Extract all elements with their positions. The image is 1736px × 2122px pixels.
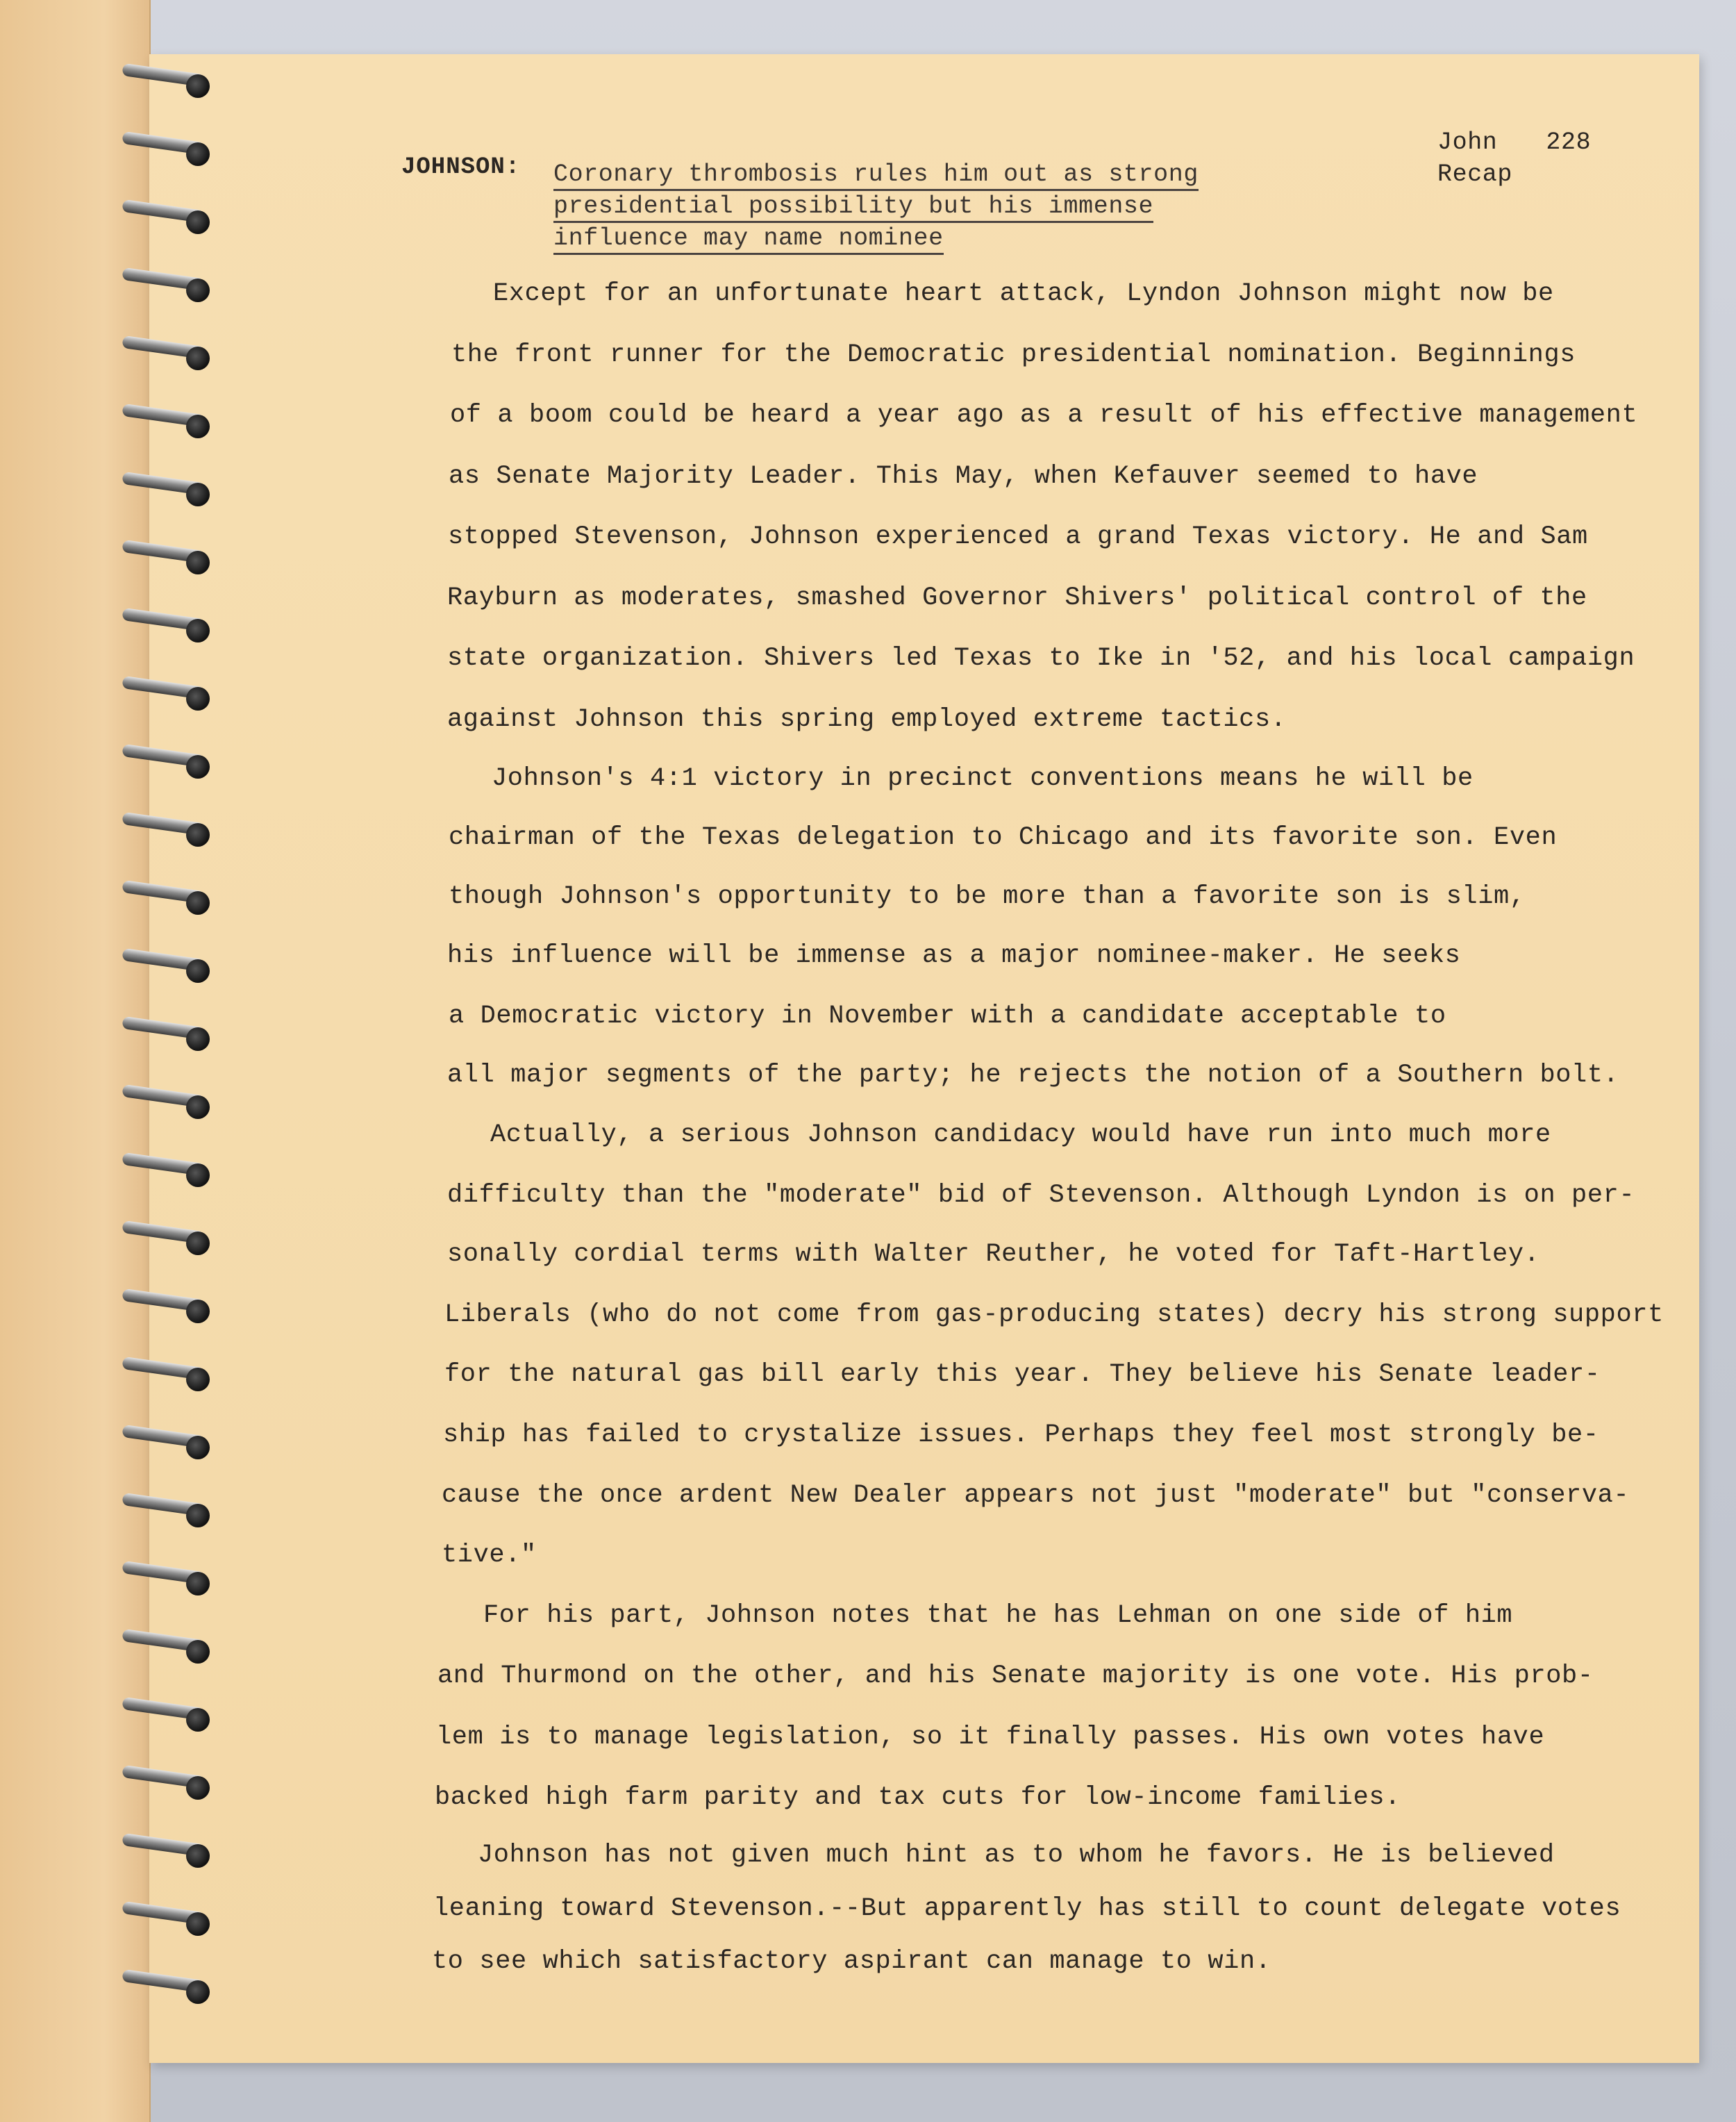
spiral-coil xyxy=(117,1080,221,1122)
spiral-coil xyxy=(117,399,221,441)
text-line: and Thurmond on the other, and his Senate majority is one vote. His prob- xyxy=(437,1661,1594,1691)
text-line: cause the once ardent New Dealer appears not just "moderate" but "conserva- xyxy=(442,1481,1630,1510)
spiral-coil xyxy=(117,1012,221,1054)
text-line: chairman of the Texas delegation to Chicago and its favorite son. Even xyxy=(449,823,1558,852)
spiral-coil xyxy=(117,536,221,577)
spiral-coil xyxy=(117,1625,221,1666)
spiral-coil xyxy=(117,127,221,169)
text-line: a Democratic victory in November with a candidate acceptable to xyxy=(449,1002,1446,1031)
spiral-coil xyxy=(117,331,221,373)
text-line: all major segments of the party; he rejects the notion of a Southern bolt. xyxy=(447,1061,1619,1090)
spiral-coil xyxy=(117,1829,221,1871)
spiral-coil xyxy=(117,808,221,849)
text-line: though Johnson's opportunity to be more than a favorite son is slim, xyxy=(449,882,1526,911)
speaker-label: JOHNSON: xyxy=(401,154,521,181)
text-line: as Senate Majority Leader. This May, when Kefauver seemed to have xyxy=(449,462,1478,491)
text-line: stopped Stevenson, Johnson experienced a grand Texas victory. He and Sam xyxy=(448,522,1588,552)
text-line: sonally cordial terms with Walter Reuther, he voted for Taft-Hartley. xyxy=(447,1240,1540,1269)
section-subtitle: Recap xyxy=(1437,160,1513,188)
text-line: ship has failed to crystalize issues. Perhaps they feel most strongly be- xyxy=(443,1420,1599,1450)
text-line: backed high farm parity and tax cuts for low-income families. xyxy=(435,1783,1401,1812)
text-line: of a boom could be heard a year ago as a result of his effective management xyxy=(450,401,1638,430)
spiral-coil xyxy=(117,604,221,645)
spiral-coil xyxy=(117,59,221,101)
spiral-coil xyxy=(117,1693,221,1734)
text-line: against Johnson this spring employed extreme tactics. xyxy=(447,705,1287,734)
page-number: 228 xyxy=(1546,129,1592,156)
spiral-coil xyxy=(117,1965,221,2007)
section-name: John xyxy=(1437,129,1498,156)
text-line: tive." xyxy=(442,1541,537,1570)
text-line: to see which satisfactory aspirant can manage to win. xyxy=(432,1947,1271,1976)
page-identifier xyxy=(1437,126,1591,190)
spiral-coil xyxy=(117,1897,221,1939)
spiral-coil xyxy=(117,1420,221,1462)
text-line: Actually, a serious Johnson candidacy would have run into much more xyxy=(490,1120,1551,1150)
spiral-coil xyxy=(117,740,221,781)
text-line: Johnson has not given much hint as to whom he favors. He is believed xyxy=(478,1841,1555,1870)
spiral-coil xyxy=(117,1557,221,1598)
underlined-headline xyxy=(553,160,1234,256)
text-line: Johnson's 4:1 victory in precinct conventions means he will be xyxy=(492,764,1474,793)
spiral-coil xyxy=(117,672,221,713)
spiral-coil xyxy=(117,1761,221,1802)
text-line: difficulty than the "moderate" bid of Stevenson. Although Lyndon is on per- xyxy=(447,1181,1635,1210)
spiral-coil xyxy=(117,1489,221,1530)
spiral-coil xyxy=(117,467,221,509)
spiral-coil xyxy=(117,1216,221,1258)
spiral-coil xyxy=(117,1352,221,1394)
text-line: his influence will be immense as a major nominee-maker. He seeks xyxy=(447,941,1461,970)
spiral-coil xyxy=(117,195,221,237)
spiral-coil xyxy=(117,944,221,986)
text-line: Liberals (who do not come from gas-producing states) decry his strong support xyxy=(444,1300,1664,1329)
text-line: leaning toward Stevenson.--But apparently has still to count delegate votes xyxy=(433,1894,1621,1923)
spiral-binding xyxy=(117,59,221,2046)
text-line: state organization. Shivers led Texas to Ike in '52, and his local campaign xyxy=(447,644,1635,673)
headline-line: presidential possibility but his immense xyxy=(553,192,1153,223)
spiral-coil xyxy=(117,1284,221,1326)
text-line: Except for an unfortunate heart attack, Lyndon Johnson might now be xyxy=(493,279,1554,308)
spiral-coil xyxy=(117,876,221,918)
text-line: lem is to manage legislation, so it finally passes. His own votes have xyxy=(436,1723,1545,1752)
headline-line: influence may name nominee xyxy=(553,224,944,255)
text-line: For his part, Johnson notes that he has Lehman on one side of him xyxy=(483,1601,1513,1630)
spiral-coil xyxy=(117,1148,221,1190)
headline-line: Coronary thrombosis rules him out as strong xyxy=(553,160,1199,191)
text-line: Rayburn as moderates, smashed Governor Shivers' political control of the xyxy=(447,583,1587,613)
text-line: the front runner for the Democratic presidential nomination. Beginnings xyxy=(451,340,1576,370)
text-line: for the natural gas bill early this year. They believe his Senate leader- xyxy=(444,1360,1601,1389)
spiral-coil xyxy=(117,263,221,305)
